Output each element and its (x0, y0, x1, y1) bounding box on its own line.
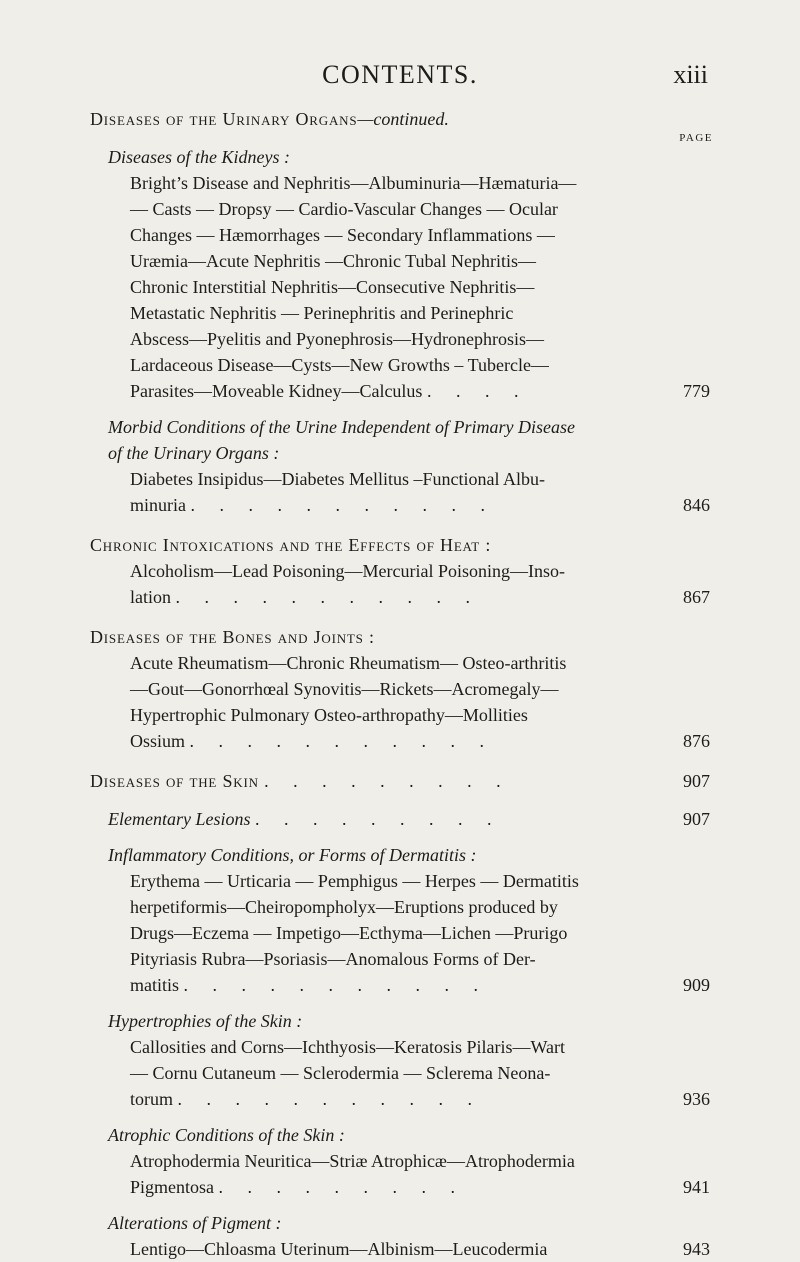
contents-list (90, 106, 713, 1262)
entry-page-number: 907 (683, 809, 710, 829)
section-bones-joints: Diseases of the Bones and Joints : (90, 627, 375, 647)
morbid-topics (130, 466, 662, 492)
entry-page-number: 876 (683, 731, 710, 751)
section-urinary-organs (90, 106, 710, 132)
text-line: — Casts — Dropsy — Cardio-Vascular Changes — Ocular (130, 199, 558, 219)
subhead-line: Morbid Conditions of the Urine Independent of Primary Disease (108, 417, 575, 437)
toc-entry-atrophic (130, 1174, 710, 1200)
entry-text: lation (130, 587, 171, 607)
dot-leader: . . . . (426, 381, 529, 401)
text-line: Chronic Interstitial Nephritis—Consecutive Nephritis— (130, 277, 535, 297)
subhead-hypertrophies: Hypertrophies of the Skin : (108, 1011, 303, 1031)
toc-entry-bones (130, 728, 710, 754)
subhead-kidneys: Diseases of the Kidneys : (108, 147, 290, 167)
text-line: Acute Rheumatism—Chronic Rheumatism— Osteo-arthritis (130, 653, 567, 673)
text-line: Metastatic Nephritis — Perinephritis and Perinephric (130, 303, 514, 323)
subhead-inflammatory: Inflammatory Conditions, or Forms of Dermatitis : (108, 845, 477, 865)
text-line: herpetiformis—Cheiropompholyx—Eruptions produced by (130, 897, 558, 917)
text-line: —Gout—Gonorrhœal Synovitis—Rickets—Acromegaly— (130, 679, 559, 699)
text-line: Bright’s Disease and Nephritis—Albuminuria—Hæmaturia— (130, 173, 577, 193)
hypertrophies-topics (130, 1034, 662, 1086)
text-line: Callosities and Corns—Ichthyosis—Keratosis Pilaris—Wart (130, 1037, 566, 1057)
text-line: Drugs—Eczema — Impetigo—Ecthyma—Lichen —Prurigo (130, 923, 568, 943)
entry-text: torum (130, 1089, 173, 1109)
dot-leader: . . . . . . . . . (218, 1177, 465, 1197)
running-header (0, 60, 800, 94)
atrophic-topics (130, 1148, 662, 1174)
entry-page-number: 936 (683, 1089, 710, 1109)
text-line: Atrophodermia Neuritica—Striæ Atrophicæ—Atrophodermia (130, 1151, 575, 1171)
entry-text: Elementary Lesions (108, 809, 251, 829)
continued-label: —continued. (357, 109, 449, 129)
section-chronic-intoxications: Chronic Intoxications and the Effects of Heat : (90, 535, 492, 555)
section-title-text: Diseases of the Skin (90, 771, 259, 791)
text-line: Alcoholism—Lead Poisoning—Mercurial Poisoning—Inso- (130, 561, 565, 581)
entry-page-number: 943 (683, 1239, 710, 1259)
text-line: Pityriasis Rubra—Psoriasis—Anomalous Forms of Der- (130, 949, 536, 969)
text-line: Lardaceous Disease—Cysts—New Growths – Tubercle— (130, 355, 549, 375)
toc-entry-elementary-lesions (108, 806, 710, 832)
dot-leader: . . . . . . . . . . . (183, 975, 488, 995)
kidneys-topics (130, 170, 662, 378)
entry-text: Pigmentosa (130, 1177, 214, 1197)
entry-text: Parasites—Moveable Kidney—Calculus (130, 381, 423, 401)
dot-leader: . . . . . . . . . . . (190, 495, 495, 515)
text-line: — Cornu Cutaneum — Sclerodermia — Sclerema Neona- (130, 1063, 551, 1083)
bones-topics (130, 650, 662, 728)
entry-text: minuria (130, 495, 186, 515)
text-line: Uræmia—Acute Nephritis —Chronic Tubal Nephritis— (130, 251, 536, 271)
text-line: Diabetes Insipidus—Diabetes Mellitus –Functional Albu- (130, 469, 545, 489)
toc-entry-kidneys (130, 378, 710, 404)
text-line: Erythema — Urticaria — Pemphigus — Herpes — Dermatitis (130, 871, 579, 891)
dot-leader: . . . . . . . . . . . (177, 1089, 482, 1109)
page-title: CONTENTS. (322, 60, 478, 89)
entry-text: Ossium (130, 731, 186, 751)
dot-leader: . . . . . . . . . (264, 771, 511, 791)
text-line: Changes — Hæmorrhages — Secondary Inflammations — (130, 225, 555, 245)
toc-entry-hypertrophies (130, 1086, 710, 1112)
toc-entry-morbid (130, 492, 710, 518)
subhead-pigment: Alterations of Pigment : (108, 1213, 282, 1233)
intoxications-topics (130, 558, 662, 584)
entry-text: matitis (130, 975, 179, 995)
inflammatory-topics (130, 868, 662, 972)
entry-page-number: 867 (683, 587, 710, 607)
text-line: Hypertrophic Pulmonary Osteo-arthropathy—Mollities (130, 705, 528, 725)
text-line: Abscess—Pyelitis and Pyonephrosis—Hydronephrosis— (130, 329, 544, 349)
entry-page-number: 909 (683, 975, 710, 995)
entry-text: Lentigo—Chloasma Uterinum—Albinism—Leucodermia (130, 1239, 548, 1259)
subhead-morbid-conditions (108, 414, 710, 466)
toc-entry-inflammatory (130, 972, 710, 998)
subhead-line: of the Urinary Organs : (108, 443, 280, 463)
entry-page-number: 846 (683, 495, 710, 515)
entry-page-number: 941 (683, 1177, 710, 1197)
subhead-atrophic: Atrophic Conditions of the Skin : (108, 1125, 345, 1145)
dot-leader: . . . . . . . . . . . (175, 587, 480, 607)
entry-page-number: 907 (683, 771, 710, 791)
dot-leader: . . . . . . . . . (254, 809, 502, 829)
page-number: xiii (673, 60, 708, 89)
entry-page-number: 779 (683, 381, 710, 401)
toc-entry-pigment (130, 1236, 710, 1262)
page-column-label: PAGE (679, 132, 713, 144)
toc-entry-intoxications (130, 584, 710, 610)
toc-entry-skin (90, 768, 710, 794)
dot-leader: . . . . . . . . . . . (189, 731, 495, 751)
section-title-text: Diseases of the Urinary Organs (90, 109, 358, 129)
